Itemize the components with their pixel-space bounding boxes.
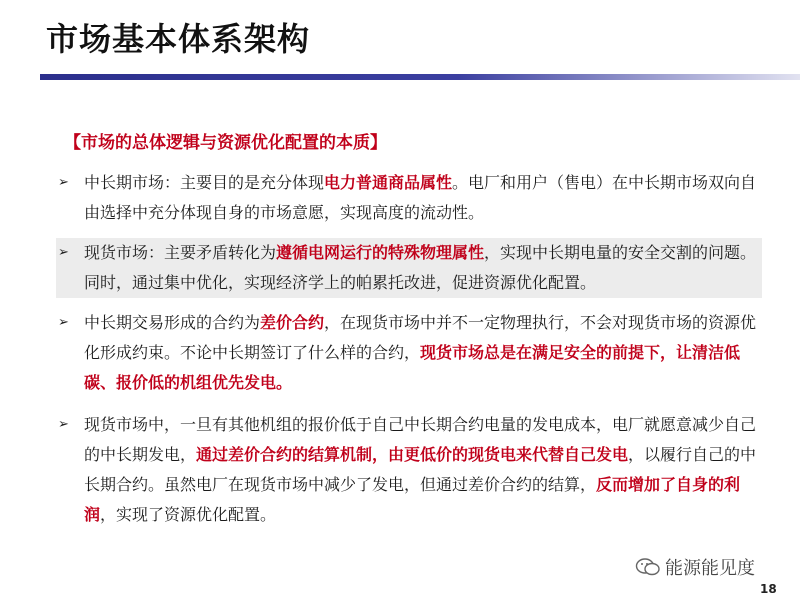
highlight-text: 遵循电网运行的特殊物理属性 [276, 243, 485, 262]
page-number: 18 [760, 582, 777, 596]
body-text: 。电厂和用户（售电）在中长期市场双向自由选择中充分体现自身的市场意愿，实现高度的流动性。 [84, 173, 757, 222]
watermark-text: 能源能见度 [665, 558, 755, 579]
bullet-text [84, 308, 758, 398]
body-text: 中长期市场：主要目的是充分体现 [84, 173, 325, 192]
bullet-item [58, 308, 758, 398]
highlight-text: 通过差价合约的结算机制，由更低价的现货电来代替自己发电 [196, 445, 629, 464]
body-text: ，实现了资源优化配置。 [100, 505, 277, 524]
highlight-text: 电力普通商品属性 [324, 173, 453, 192]
bullet-arrow-icon: ➢ [58, 245, 69, 260]
body-text: ，以履行自己的中长期合约。虽然电厂在现货市场中减少了发电，但通过差价合约的结算， [84, 445, 757, 494]
bullet-text [84, 238, 762, 298]
page-title: 市场基本体系架构 [46, 20, 311, 58]
section-heading: 【市场的总体逻辑与资源优化配置的本质】 [64, 133, 387, 153]
bullet-item [58, 168, 758, 228]
title-divider [40, 74, 800, 80]
bullet-arrow-icon: ➢ [58, 315, 69, 330]
bullet-text [84, 168, 758, 228]
bullet-arrow-icon: ➢ [58, 417, 69, 432]
wechat-icon [635, 557, 661, 577]
highlight-text: 反而增加了自身的利润 [84, 475, 741, 524]
bullet-item [58, 410, 758, 530]
bullet-arrow-icon: ➢ [58, 175, 69, 190]
highlight-text: 差价合约 [260, 313, 325, 332]
body-text: 现货市场中，一旦有其他机组的报价低于自己中长期合约电量的发电成本，电厂就愿意减少自己的中长期发电， [84, 415, 757, 464]
body-text: 中长期交易形成的合约为 [84, 313, 261, 332]
highlight-text: 现货市场总是在满足安全的前提下，让清洁低碳、报价低的机组优先发电。 [84, 343, 741, 392]
bullet-text [84, 410, 758, 530]
body-text: ，在现货市场中并不一定物理执行，不会对现货市场的资源优化形成约束。不论中长期签订了什么样的合约， [84, 313, 757, 362]
body-text: 现货市场：主要矛盾转化为 [84, 243, 277, 262]
watermark [635, 554, 755, 580]
bullet-item [56, 238, 762, 298]
body-text: ，实现中长期电量的安全交割的问题。同时，通过集中优化，实现经济学上的帕累托改进，促进资源优化配置。 [84, 243, 757, 292]
